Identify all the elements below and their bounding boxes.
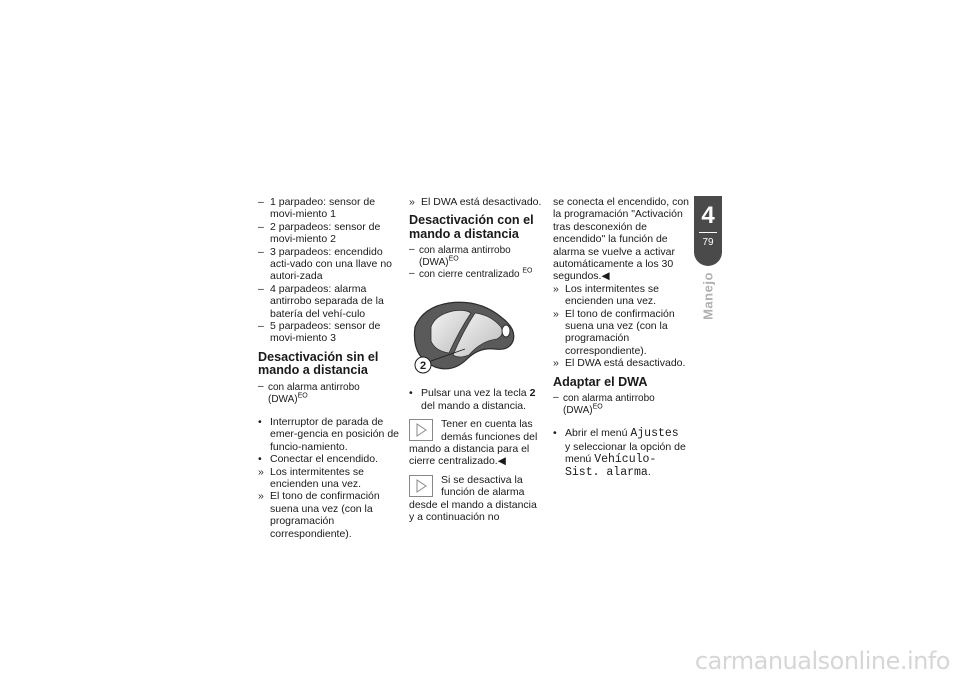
bullet-marker: • xyxy=(258,415,262,428)
blink-item-1 xyxy=(258,196,400,221)
page-number: 79 xyxy=(702,237,714,248)
bullet-marker: • xyxy=(553,427,557,440)
column-1 xyxy=(258,196,400,540)
dash-marker: – xyxy=(409,268,415,280)
step-text: Conectar el encendido. xyxy=(270,453,378,466)
heading-deactivate-with-remote: Desactivación con el mando a distancia xyxy=(409,213,534,241)
result-marker: » xyxy=(553,282,559,295)
dash-marker: – xyxy=(258,282,264,295)
section-label: Manejo xyxy=(700,272,716,320)
menu-vehicle-alarm-system: Vehículo-Sist. alarma xyxy=(565,453,657,480)
note-central-locking xyxy=(409,418,544,468)
blink-text: 1 parpadeo: sensor de movi-miento 1 xyxy=(270,196,376,221)
step-item xyxy=(409,387,544,412)
dash-marker: – xyxy=(553,392,559,404)
result-text: El tono de confirmación suena una vez (con la programación correspondiente). xyxy=(565,307,675,357)
optional-equipment-mark: EO xyxy=(297,392,308,400)
condition-text: con alarma antirrobo (DWA) xyxy=(419,245,511,269)
step-item xyxy=(553,427,690,480)
result-item xyxy=(258,466,400,491)
menu-ajustes: Ajustes xyxy=(630,427,679,441)
result-marker: » xyxy=(553,307,559,320)
blink-item-2 xyxy=(258,221,400,246)
result-item xyxy=(553,283,690,308)
blink-item-4 xyxy=(258,283,400,320)
note-text: Si se desactiva la función de alarma desde el mando a distancia y a continuación no xyxy=(409,473,537,524)
step-text-pre: Pulsar una vez la tecla xyxy=(421,387,530,400)
result-text: Los intermitentes se encienden una vez. xyxy=(565,282,659,308)
result-item xyxy=(553,308,690,358)
column-2 xyxy=(409,196,544,523)
condition-text: con alarma antirrobo (DWA) xyxy=(563,393,655,417)
condition-dwa xyxy=(258,382,400,406)
result-marker: » xyxy=(258,490,264,503)
dash-marker: – xyxy=(258,220,264,233)
blink-text: 3 parpadeos: encendido acti-vado con una llave no autori-zada xyxy=(270,245,392,283)
blink-text: 4 parpadeos: alarma antirrobo separada de la batería del vehí-culo xyxy=(270,282,384,320)
result-text: El DWA está desactivado. xyxy=(421,196,542,208)
result-marker: » xyxy=(258,465,264,478)
condition-dwa xyxy=(553,393,690,417)
dash-marker: – xyxy=(258,196,264,208)
note-icon xyxy=(409,419,433,441)
blink-text: 5 parpadeos: sensor de movi-miento 3 xyxy=(270,320,381,345)
condition-text: con cierre centralizado xyxy=(419,269,520,281)
step-item xyxy=(258,453,400,465)
blink-text: 2 parpadeos: sensor de movi-miento 2 xyxy=(270,220,381,246)
watermark: carmanualsonline.info xyxy=(694,647,950,675)
result-text: El tono de confirmación suena una vez (con la programación correspondiente). xyxy=(270,490,380,540)
chapter-number: 4 xyxy=(701,202,715,229)
result-text: El DWA está desactivado. xyxy=(565,357,686,370)
optional-equipment-mark: EO xyxy=(592,403,603,411)
result-text: Los intermitentes se encienden una vez. xyxy=(270,465,364,490)
step-text-end: . xyxy=(647,466,651,479)
optional-equipment-mark: EO xyxy=(448,256,459,264)
tab-divider xyxy=(699,232,717,233)
dash-marker: – xyxy=(258,245,264,258)
blink-item-3 xyxy=(258,246,400,283)
end-marker: ◀ xyxy=(601,270,610,283)
result-item xyxy=(553,357,690,369)
continued-text xyxy=(553,196,690,283)
step-text: Abrir el menú xyxy=(565,427,631,440)
result-item xyxy=(409,196,544,208)
note-alarm-deactivation xyxy=(409,474,544,524)
dash-marker: – xyxy=(258,320,264,333)
chapter-tab xyxy=(694,196,722,266)
heading-adapt-dwa: Adaptar el DWA xyxy=(553,374,648,389)
result-item xyxy=(258,490,400,540)
condition-text: con alarma antirrobo (DWA) xyxy=(268,381,360,405)
condition-dwa xyxy=(409,245,544,269)
condition-central-locking xyxy=(409,269,544,281)
remote-key-ring-hole xyxy=(502,325,510,337)
bullet-marker: • xyxy=(409,387,413,400)
blink-item-5 xyxy=(258,320,400,345)
dash-marker: – xyxy=(409,244,415,256)
column-3 xyxy=(553,196,690,480)
remote-control-illustration xyxy=(409,297,521,381)
optional-equipment-mark: EO xyxy=(522,268,533,276)
step-text: Interruptor de parada de emer-gencia en posición de funcio-namiento. xyxy=(270,415,399,453)
continued-paragraph: se conecta el encendido, con la programación "Activación tras desconexión de encendido" la función de alarma se vuelve a activar automáticamente a los 30 segundos. xyxy=(553,196,690,283)
dash-marker: – xyxy=(258,380,264,392)
bullet-marker: • xyxy=(258,453,262,466)
callout-label: 2 xyxy=(419,360,427,373)
result-marker: » xyxy=(553,357,559,370)
step-item xyxy=(258,416,400,453)
end-marker: ◀ xyxy=(497,455,506,468)
heading-deactivate-without-remote: Desactivación sin el mando a distancia xyxy=(258,349,379,378)
step-key-number: 2 xyxy=(529,387,536,400)
note-icon xyxy=(409,475,433,497)
step-text: y seleccionar la opción de menú xyxy=(565,440,686,465)
result-marker: » xyxy=(409,196,415,208)
note-text: Tener en cuenta las demás funciones del mando a distancia para el cierre centralizado. xyxy=(409,418,538,468)
step-text-post: del mando a distancia. xyxy=(421,399,527,412)
